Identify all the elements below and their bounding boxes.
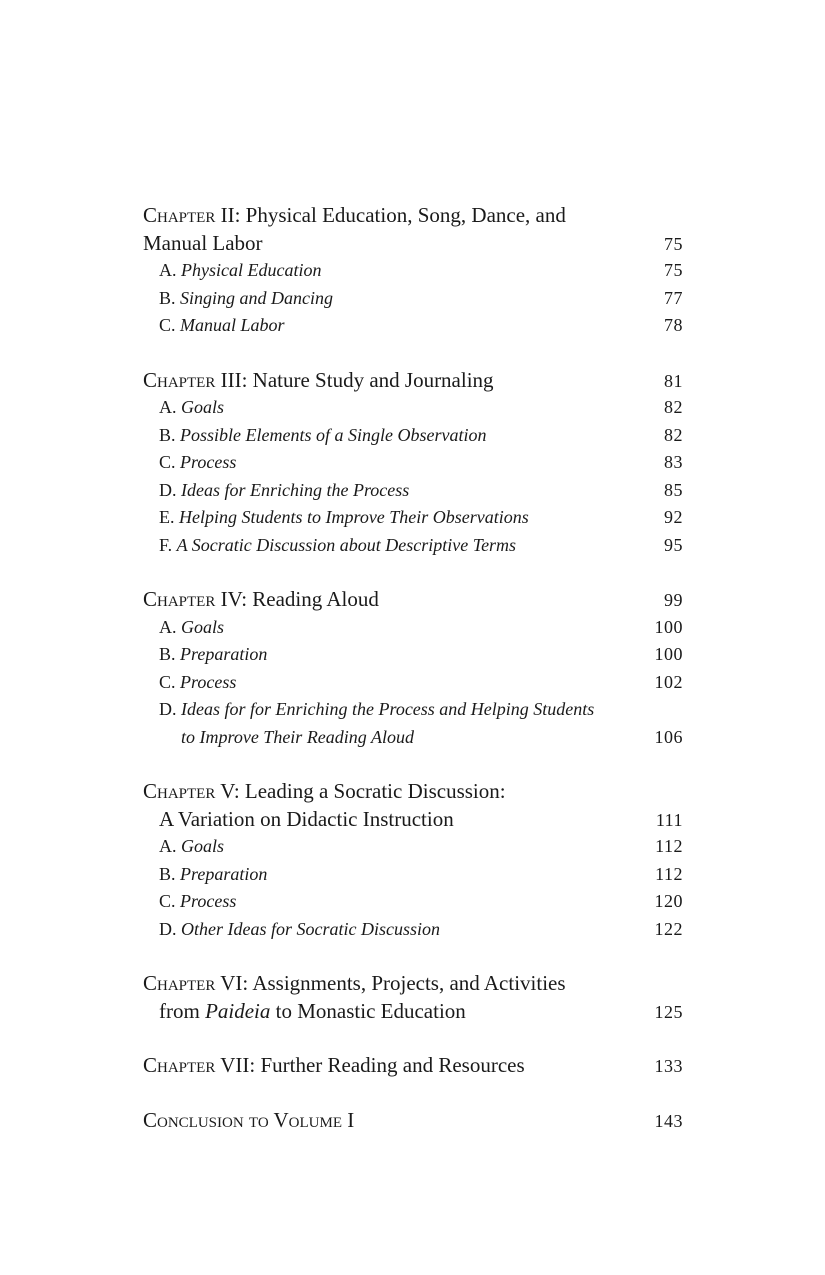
page-number: 125 [654,1001,683,1022]
section-title: A Socratic Discussion about Descriptive Terms [176,534,517,555]
page-number: 143 [654,1110,683,1131]
chapter-title-continued: from Paideia to Monastic Education [159,998,466,1023]
page-number: 122 [654,918,683,939]
section-entry [143,861,683,889]
section-entry-continued [143,724,683,752]
section-title: Goals [181,836,225,856]
section-letter: D. [159,918,177,939]
conclusion-heading [143,1107,683,1135]
section-letter: E. [159,507,175,527]
conclusion [143,1107,683,1135]
section-letter: A. [159,397,177,417]
chapter-heading [143,202,683,230]
section-title: Process [180,671,237,692]
chapter-title: Physical Education, Song, Dance, and [245,203,566,227]
section-letter: D. [159,479,177,500]
chapter-label: Chapter III: [143,367,248,392]
chapter-5 [143,778,683,943]
page-number: 133 [654,1056,683,1076]
section-letter: C. [159,315,176,335]
section-title: Ideas for for Enriching the Process and Helping Students [181,699,595,719]
page-number: 112 [655,836,683,856]
page-number: 75 [664,260,683,280]
chapter-heading-continued [143,806,683,834]
section-entry [143,422,683,450]
page-number: 78 [664,315,683,335]
section-entry [143,312,683,340]
section-title: Preparation [180,644,268,664]
chapter-6 [143,970,683,1025]
page-number: 112 [655,863,683,884]
section-title: Process [180,891,237,911]
section-title: Helping Students to Improve Their Observations [179,507,529,527]
section-letter: C. [159,671,176,692]
section-title: Ideas for Enriching the Process [181,479,410,500]
section-entry [143,477,683,505]
page-number: 83 [664,452,683,472]
section-letter: B. [159,863,176,884]
section-title: Process [180,452,237,472]
section-title: Manual Labor [180,315,285,335]
section-entry [143,696,683,724]
table-of-contents [143,202,683,1161]
section-entry [143,888,683,916]
chapter-heading [143,367,683,395]
section-entry [143,504,683,532]
chapter-heading [143,970,683,998]
section-entry [143,669,683,697]
section-entry [143,449,683,477]
page-number: 106 [654,726,683,747]
chapter-title: Assignments, Projects, and Activities [252,971,566,995]
section-title-continued: to Improve Their Reading Aloud [181,726,414,747]
chapter-heading [143,1052,683,1080]
chapter-label: Chapter II: [143,203,241,227]
chapter-3 [143,367,683,560]
section-entry [143,614,683,642]
page-number: 111 [655,809,683,830]
section-entry [143,833,683,861]
page-number: 100 [654,644,683,664]
section-title: Goals [181,616,225,637]
chapter-title: Reading Aloud [252,587,379,611]
section-letter: A. [159,616,177,637]
chapter-heading [143,586,683,614]
section-entry [143,532,683,560]
section-letter: B. [159,424,176,445]
section-letter: D. [159,699,177,719]
chapter-label: Chapter VI: [143,971,249,995]
section-title: Singing and Dancing [180,287,334,308]
section-entry [143,916,683,944]
page-number: 120 [654,891,683,911]
section-letter: C. [159,452,176,472]
section-letter: B. [159,644,176,664]
section-title: Physical Education [181,260,322,280]
section-letter: F. [159,534,173,555]
page-number: 99 [664,590,683,610]
chapter-heading-continued [143,998,683,1026]
chapter-heading [143,778,683,806]
page-number: 77 [664,287,683,308]
chapter-2 [143,202,683,340]
section-letter: A. [159,836,177,856]
section-letter: C. [159,891,176,911]
page-number: 75 [664,233,683,254]
chapter-title-continued: Manual Labor [143,230,263,255]
page-number: 81 [664,370,683,391]
section-title: Goals [181,397,225,417]
section-letter: B. [159,287,176,308]
section-letter: A. [159,260,177,280]
page-number: 102 [654,671,683,692]
chapter-label: Chapter V: [143,779,240,803]
section-entry [143,641,683,669]
page-number: 95 [664,534,683,555]
section-title: Preparation [180,863,268,884]
chapter-title: Nature Study and Journaling [252,367,494,392]
chapter-7 [143,1052,683,1080]
page-number: 100 [654,616,683,637]
conclusion-title: Conclusion to Volume I [143,1107,355,1132]
chapter-label: Chapter IV: [143,587,248,611]
chapter-title-continued: A Variation on Didactic Instruction [159,806,454,831]
page-number: 92 [664,507,683,527]
section-entry [143,257,683,285]
section-title: Other Ideas for Socratic Discussion [181,918,440,939]
chapter-title: Further Reading and Resources [260,1053,525,1077]
section-entry [143,285,683,313]
chapter-label: Chapter VII: [143,1053,256,1077]
section-entry [143,394,683,422]
page-number: 82 [664,424,683,445]
section-title: Possible Elements of a Single Observation [180,424,487,445]
chapter-heading-continued [143,230,683,258]
chapter-4 [143,586,683,751]
chapter-title: Leading a Socratic Discussion: [244,779,506,803]
page-number: 85 [664,479,683,500]
page-number: 82 [664,397,683,417]
